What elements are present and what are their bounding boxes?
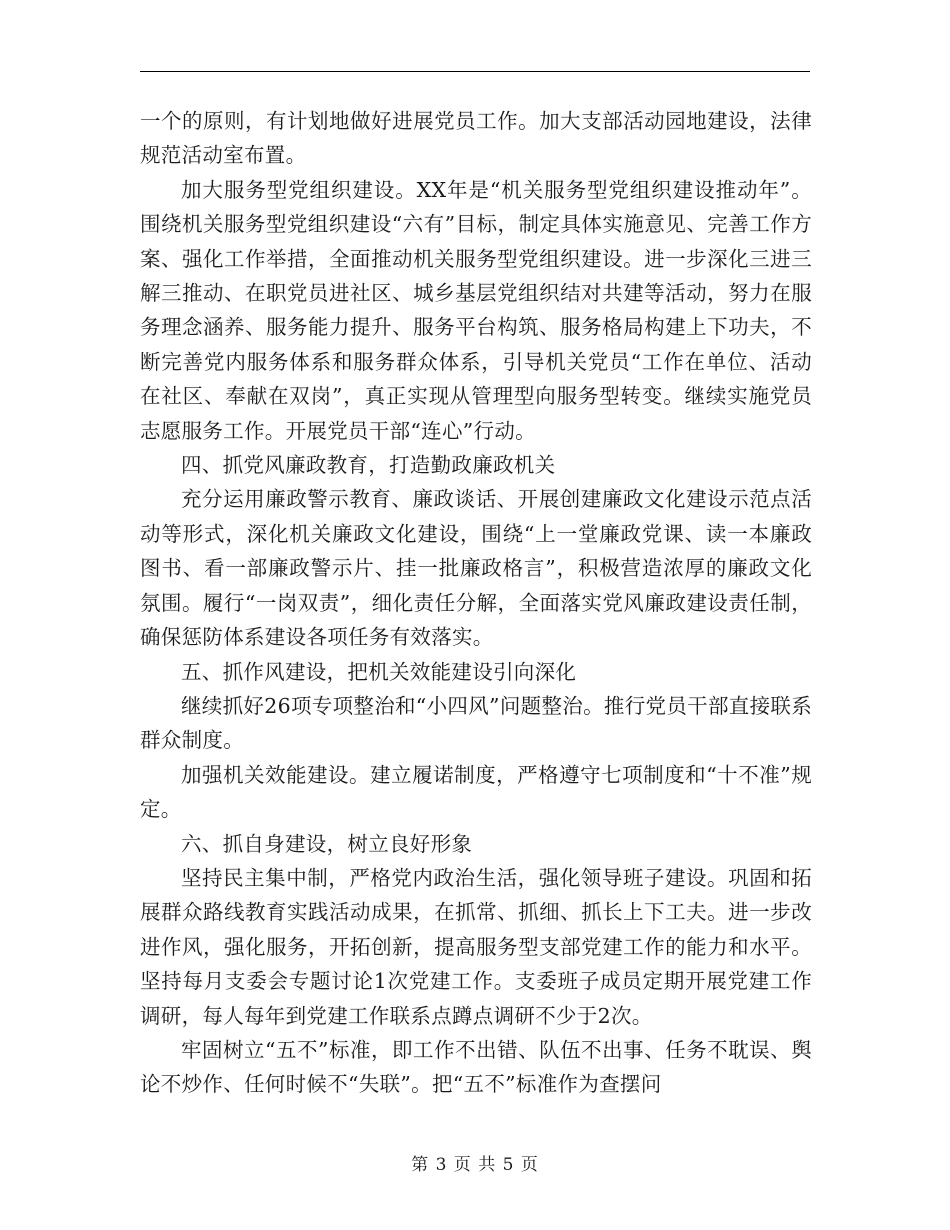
paragraph-4: 继续抓好26项专项整治和“小四风”问题整治。推行党员干部直接联系群众制度。 bbox=[140, 693, 812, 753]
paragraph-7: 牢固树立“五不”标准，即工作不出错、队伍不出事、任务不耽误、舆论不炒作、任何时候不“失联”。把“五不”标准作为查摆问 bbox=[140, 1037, 812, 1097]
paragraph-6: 坚持民主集中制，严格党内政治生活，强化领导班子建设。巩固和拓展群众路线教育实践活动成果，在抓常、抓细、抓长上下工夫。进一步改进作风，强化服务，开拓创新，提高服务型支部党建工作的能力和水平。坚持每月支委会专题讨论1次党建工作。支委班子成员定期开展党建工作调研，每人每年到党建工作联系点蹲点调研不少于2次。 bbox=[140, 865, 812, 1028]
paragraph-3: 充分运用廉政警示教育、廉政谈话、开展创建廉政文化建设示范点活动等形式，深化机关廉政文化建设，围绕“上一堂廉政党课、读一本廉政图书、看一部廉政警示片、挂一批廉政格言”，积极营造浓厚的廉政文化氛围。履行“一岗双责”，细化责任分解，全面落实党风廉政建设责任制，确保惩防体系建设各项任务有效落实。 bbox=[140, 487, 812, 650]
section-heading-4: 四、抓党风廉政教育，打造勤政廉政机关 bbox=[181, 453, 556, 478]
paragraph-5: 加强机关效能建设。建立履诺制度，严格遵守七项制度和“十不准”规定。 bbox=[140, 762, 812, 822]
header-rule bbox=[140, 71, 810, 72]
paragraph-1: 一个的原则，有计划地做好进展党员工作。加大支部活动园地建设，法律规范活动室布置。 bbox=[140, 109, 812, 168]
section-heading-6: 六、抓自身建设，树立良好形象 bbox=[181, 831, 473, 856]
document-body bbox=[140, 104, 812, 1102]
paragraph-2: 加大服务型党组织建设。XX年是“机关服务型党组织建设推动年”。围绕机关服务型党组织建设“六有”目标，制定具体实施意见、完善工作方案、强化工作举措，全面推动机关服务型党组织建设。进一步深化三进三解三推动、在职党员进社区、城乡基层党组织结对共建等活动，努力在服务理念涵养、服务能力提升、服务平台构筑、服务格局构建上下功夫，不断完善党内服务体系和服务群众体系，引导机关党员“工作在单位、活动在社区、奉献在双岗”，真正实现从管理型向服务型转变。继续实施党员志愿服务工作。开展党员干部“连心”行动。 bbox=[140, 177, 812, 443]
section-heading-5: 五、抓作风建设，把机关效能建设引向深化 bbox=[181, 659, 577, 684]
page-number: 第 3 页 共 5 页 bbox=[411, 1155, 539, 1175]
